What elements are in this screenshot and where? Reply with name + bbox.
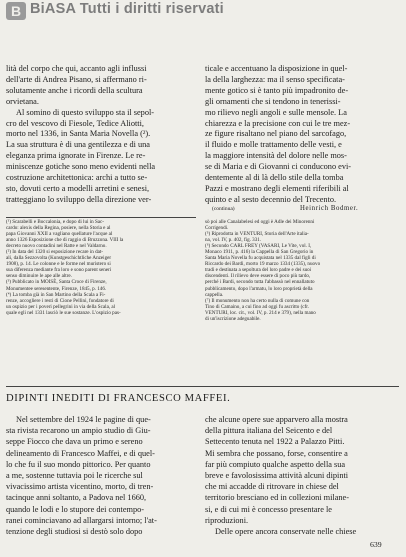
text-line: a me, sostenne tuttavia poi le ricerche sul bbox=[6, 471, 143, 481]
text-line: tacinque anni soltanto, a Padova nel 1660, bbox=[6, 493, 147, 503]
footnote-line: anno 1326 Esposizione che di raggio di Bruzzona. VIII la bbox=[6, 237, 124, 244]
continua-note: (continua) bbox=[212, 206, 235, 212]
text-line: mo rilievo negli angoli e sulle mensole. La bbox=[205, 107, 347, 117]
text-line: che mi accadde di ritrovare in chiese del bbox=[205, 482, 339, 492]
footnote-line: (⁵) Riprodotta in VENTURI, Storia dell'Arte italia- bbox=[205, 231, 309, 238]
author-signature: Heinrich Bodmer. bbox=[300, 205, 359, 212]
text-line: la maggiore intensità del dolore nelle mos- bbox=[205, 151, 347, 161]
text-column-bottom-right bbox=[205, 414, 399, 537]
footnote-line: na, vol. IV, p. 402, fig. 331. bbox=[205, 237, 262, 244]
text-line: chiarezza e la precisione con cui le tre mez- bbox=[205, 118, 351, 128]
text-line: seppe Fiocco che dava un primo e sereno bbox=[6, 437, 143, 447]
watermark-text: BiASA Tutti i diritti riservati bbox=[30, 1, 224, 17]
text-line: quando le lodi e lo stupore dei contempo- bbox=[6, 504, 145, 514]
watermark-banner bbox=[0, 0, 406, 22]
footnote-line: perché i Bardi, secondo tutta l'abbassò nel ennallatuto bbox=[205, 279, 315, 286]
svg-text:B: B bbox=[10, 3, 22, 19]
text-line: costruzione architettonica: archi a tutto se- bbox=[6, 173, 148, 183]
footnote-line: Tino di Camaino, a cui fino ad oggi fu ascritto (cfr. bbox=[205, 303, 309, 310]
text-line: ranei cominciavano ad allargarsi intorno; l'at- bbox=[6, 515, 157, 525]
text-line: Mi sembra che possano, forse, consentire a bbox=[205, 448, 348, 458]
footnote-line: decreto nuovo contadini nel Ratte e nel Valdarno. bbox=[6, 243, 107, 250]
text-line: della pittura italiana del Seicento e del bbox=[205, 426, 333, 436]
footnote-line: sua diferenza mediante fra loro e sono parent seneri bbox=[6, 267, 112, 274]
footnote-line: discendenti. Il rilievo deve essere di poco più tardo, bbox=[205, 273, 311, 280]
text-line: Settecento tenuta nel 1922 a Palazzo Pitti. bbox=[205, 437, 345, 447]
text-line: cro del vescovo di Fiesole, Tedice Aliotti, bbox=[6, 118, 144, 128]
footnote-line: 1908), p. 14. Le colonne e le forme nel muristero si bbox=[6, 261, 111, 268]
text-line: delineamento di Francesco Maffei, e di quel- bbox=[6, 448, 155, 458]
article-title: DIPINTI INEDITI DI FRANCESCO MAFFEI. bbox=[6, 393, 231, 404]
footnote-line: ali, dalla Sezzovolta (Kunstgeschichtliche Anzeiger bbox=[6, 255, 112, 262]
text-line: morto nel 1336, in Santa Maria Novella (²). bbox=[6, 129, 151, 139]
text-line: tenzione degli studiosi si destò solo dopo bbox=[6, 527, 143, 537]
text-line: vivacissimo artista vicentino, morto, di tren- bbox=[6, 482, 154, 492]
footnote-line: (⁴) La tomba già in San Martino della Scala a Fi- bbox=[6, 291, 106, 298]
text-line: miniscenze gotiche sono meno evidenti nella bbox=[6, 162, 156, 172]
text-line: Nel settembre del 1924 le pagine di que- bbox=[16, 415, 151, 424]
footnote-line: papa Giovanni XXII a vagliano quellature l'acque al bbox=[6, 231, 113, 238]
text-line: territorio bresciano ed in collezioni milane- bbox=[205, 493, 349, 503]
footnote-line: (¹) Scarabelli e Boccalonia, e dopo di lui in Sac- bbox=[6, 219, 104, 225]
text-line: orvietana. bbox=[6, 96, 39, 106]
text-line: Delle opere ancora conservate nelle chiese bbox=[215, 527, 357, 537]
text-line: breve e favolosissima attività alcuni dipinti bbox=[205, 471, 349, 481]
footnote-line: Riccardo dei Bardi, morto 19 marzo 1334 (1335), nuovo bbox=[205, 261, 321, 268]
footnote-line: tradi e destinata a sepoltura del loro padre e dei suoi bbox=[205, 267, 312, 274]
text-line: il fluido e molle trattamento delle vesti, e bbox=[205, 140, 342, 150]
text-column-bottom-left bbox=[6, 414, 197, 537]
footnote-line: Santa Maria Novella fu acquistata nel 1335 dal figli di bbox=[205, 255, 316, 262]
footnote-line: (³) Pubblicato in MOISÈ, Santa Croce di Firenze, bbox=[6, 279, 107, 286]
page-number: 639 bbox=[370, 540, 382, 549]
footnote-line: cappella. bbox=[205, 291, 224, 298]
biasa-logo-icon bbox=[6, 2, 26, 20]
text-line: lo che fu il suo mondo pittorico. Per quanto bbox=[6, 459, 151, 469]
footnotes-right bbox=[205, 219, 399, 322]
text-line: dentemente al di là dello stile della tomba bbox=[205, 173, 344, 183]
footnote-line: Monaco 1911, p. 416) la Cappella di San Gregorio in bbox=[205, 249, 314, 256]
footnote-line: quale egli nel 1331 lasciò le sue sostanze. L'ospizio pas- bbox=[6, 309, 121, 316]
text-line: lità del corpo che qui, accanto agli influssi bbox=[6, 64, 147, 73]
text-line: la della larghezza: ma il senso specificata- bbox=[205, 74, 345, 84]
text-line: se di Maria e di Giovanni ci conducono evi- bbox=[205, 162, 352, 172]
footnote-line: (⁷) Il monumento non ha certo nulla di comune con bbox=[205, 297, 310, 304]
footnote-line: Monumentee seresentente, Firenze, 1845, p. 146. bbox=[6, 285, 107, 292]
footnote-line: senso diminuire le ape alle altre. bbox=[6, 273, 72, 280]
footnote-line: Corrigendi. bbox=[205, 225, 229, 232]
section-rule bbox=[6, 386, 399, 387]
text-line: Pazzi e mostrano degli elementi riferibili al bbox=[205, 183, 349, 193]
text-column-top-right bbox=[205, 64, 399, 206]
text-line: sto, dovuti certo a modelli arretini e senesi, bbox=[6, 183, 150, 193]
footnote-rule-left bbox=[6, 217, 196, 218]
text-line: solutamente anche i ricordi della scultura bbox=[6, 85, 143, 95]
text-line: ticale e accentuano la disposizione in quel- bbox=[205, 64, 348, 73]
text-line: che alcune opere sue apparvero alla mostra bbox=[205, 415, 348, 424]
footnote-line: (⁶) Secondo CARL FREY (VASARI, Le Vite, vol. I, bbox=[205, 243, 312, 250]
text-line: sta rivista recarono un ampio studio di Giu- bbox=[6, 426, 151, 436]
text-line: far più compiuto qualche aspetto della sua bbox=[205, 459, 346, 469]
text-line: Al somino di questo sviluppo sta il sepol- bbox=[16, 107, 155, 117]
footnote-line: pubblicamento, dopo l'armatu, lo loro proprietà della bbox=[205, 285, 313, 292]
text-line: mente gotico si è tanto più impadronito de- bbox=[205, 85, 349, 95]
text-line: dell'arte di Andrea Pisano, si affermano ri- bbox=[6, 74, 147, 84]
text-line: eleganza prima ignorate in Firenze. Le re- bbox=[6, 151, 146, 161]
footnote-line: (²) In data del 1320 si esposizione recare in dat- bbox=[6, 249, 103, 256]
footnote-line: un ospizio per i poveri pellegrini in via della Scala, al bbox=[6, 303, 116, 310]
text-line: tratteggiano lo sviluppo della direzione ver- bbox=[6, 194, 152, 204]
footnote-line: cardo: alexis della Regina, posiere, nella Storia e al bbox=[6, 225, 111, 232]
footnote-line: renze, accogliere i resti di Cione Pellini, fondatore di bbox=[6, 297, 114, 304]
text-line: ze figure risaltano nel piano del sarcofago, bbox=[205, 129, 347, 139]
footnote-line: di un'iscrizione adeguabile. bbox=[205, 315, 261, 322]
text-line: gli ornamenti che si tendono in tenerissi- bbox=[205, 96, 341, 106]
footnote-line: sò poi alle Canalabelesi ed oggi è Adle dei Minorenni bbox=[205, 219, 315, 225]
text-line: si, e di cui mi è concesso presentare le bbox=[205, 504, 332, 514]
text-line: quinto e al sesto decennio del Trecento. bbox=[205, 194, 337, 204]
footnote-line: VENTURI, loc. cit., vol. IV, p. 214 e 379), nella mano bbox=[205, 309, 316, 316]
footnotes-left bbox=[6, 219, 196, 316]
text-column-top-left bbox=[6, 64, 197, 206]
text-line: riproduzioni. bbox=[205, 515, 249, 525]
text-line: La sua struttura è di una gentilezza e di una bbox=[6, 140, 150, 150]
